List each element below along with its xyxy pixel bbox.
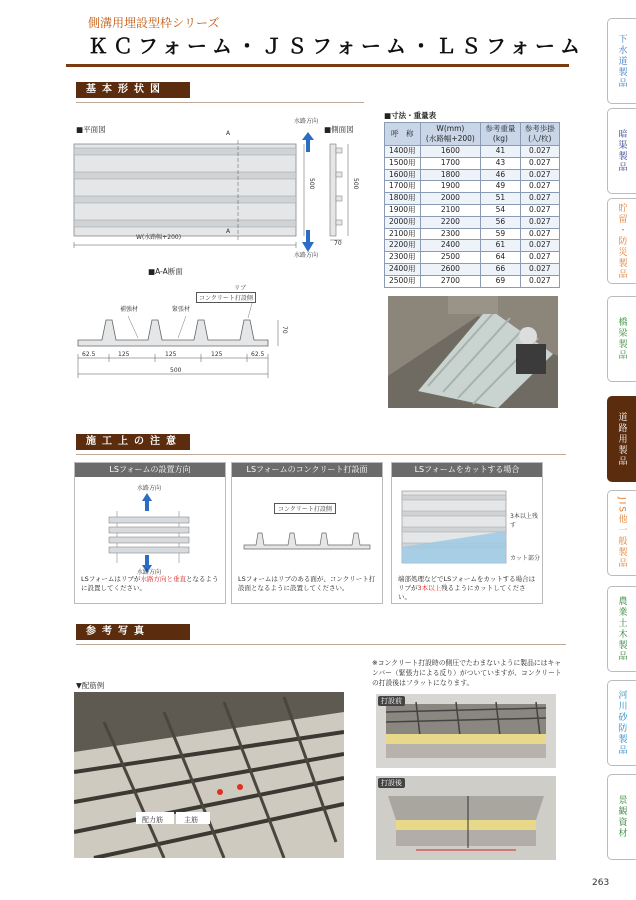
- note-panel-cutting: [391, 462, 543, 604]
- col-header-width: W(mm) (水路幅+200): [420, 123, 481, 146]
- table-cell: 1500用: [385, 157, 421, 169]
- section-construction-notes: 施工上の注意: [76, 434, 190, 450]
- col-header-weight: 参考重量 (kg): [481, 123, 520, 146]
- table-cell: 0.027: [520, 240, 559, 252]
- tab-7[interactable]: 河川砂防製品: [607, 680, 636, 766]
- col-header-name: 呼 称: [385, 123, 421, 146]
- concrete-side-label: コンクリート打設側: [196, 292, 256, 303]
- panel-title: LSフォームのコンクリート打設面: [232, 463, 382, 477]
- tab-3[interactable]: 橋梁製品: [607, 296, 636, 382]
- tab-8[interactable]: 景観資材: [607, 774, 636, 860]
- dim-62-left: 62.5: [82, 351, 96, 358]
- page-number: 263: [592, 878, 610, 888]
- dim-500-plan: 500: [308, 178, 315, 190]
- after-photo: [376, 776, 556, 860]
- table-cell: 2100用: [385, 228, 421, 240]
- table-cell: 2400用: [385, 263, 421, 275]
- dim-125-3: 125: [211, 351, 223, 358]
- section-line: [76, 102, 364, 103]
- after-tag: 打設後: [378, 778, 405, 788]
- table-cell: 1600: [420, 146, 481, 158]
- table-cell: 0.027: [520, 275, 559, 287]
- direction-drawing: [99, 493, 199, 573]
- dim-125-2: 125: [165, 351, 177, 358]
- table-cell: 0.027: [520, 157, 559, 169]
- table-row: [385, 181, 560, 193]
- section-line: [76, 454, 566, 455]
- flow-dir-panel-top: 水路方向: [137, 485, 162, 492]
- spec-table-caption: ■寸法・重量表: [384, 111, 437, 120]
- table-cell: 1900: [420, 181, 481, 193]
- table-cell: 2300: [420, 228, 481, 240]
- table-cell: 2500: [420, 252, 481, 264]
- plan-label: ■平面図: [76, 125, 106, 134]
- dim-70-side: 70: [334, 240, 342, 247]
- table-cell: 1600用: [385, 169, 421, 181]
- table-row: [385, 193, 560, 205]
- table-row: [385, 216, 560, 228]
- table-cell: 0.027: [520, 193, 559, 205]
- table-cell: 2000用: [385, 216, 421, 228]
- camber-note: ※コンクリート打設時の側圧でたわまないように製品にはキャンバー（緊張力による反り）がついていますが、コンクリートの打設後はフラットになります。: [372, 659, 562, 687]
- section-line: [76, 644, 566, 645]
- table-cell: 0.027: [520, 204, 559, 216]
- table-cell: 1700用: [385, 181, 421, 193]
- table-cell: 1700: [420, 157, 481, 169]
- section-reference-photos: 参考写真: [76, 624, 190, 640]
- table-cell: 61: [481, 240, 520, 252]
- section-basic-shape: 基本形状図: [76, 82, 190, 98]
- table-cell: 2100: [420, 204, 481, 216]
- flow-dir-bottom: 水路方向: [294, 252, 319, 259]
- tab-2[interactable]: 貯留・防災製品: [607, 198, 636, 284]
- table-cell: 56: [481, 216, 520, 228]
- table-cell: 0.027: [520, 181, 559, 193]
- tab-1[interactable]: 暗渠製品: [607, 108, 636, 194]
- table-cell: 0.027: [520, 263, 559, 275]
- rib-label: リブ: [234, 285, 247, 292]
- table-cell: 1900用: [385, 204, 421, 216]
- table-cell: 0.027: [520, 252, 559, 264]
- site-photo: [388, 296, 558, 408]
- table-cell: 1800: [420, 169, 481, 181]
- col-header-labor: 参考歩掛 (人/枚): [520, 123, 559, 146]
- note-panel-direction: [74, 462, 226, 604]
- reinforce-label: 補強材: [120, 306, 139, 313]
- table-row: [385, 169, 560, 181]
- table-cell: 2500用: [385, 275, 421, 287]
- dim-500-side: 500: [352, 178, 359, 190]
- aa-label: ■A-A断面: [148, 267, 183, 276]
- before-tag: 打設前: [378, 696, 405, 706]
- width-label: W(水路幅+200): [136, 234, 182, 241]
- panel1-text: LSフォームはリブが水路方向と垂直となるように設置してください。: [81, 575, 219, 592]
- table-row: [385, 263, 560, 275]
- table-cell: 0.027: [520, 216, 559, 228]
- cut-part-label: カット部分: [510, 555, 540, 562]
- table-cell: 1400用: [385, 146, 421, 158]
- panel-title: LSフォームをカットする場合: [392, 463, 542, 477]
- table-cell: 2200用: [385, 240, 421, 252]
- table-row: [385, 146, 560, 158]
- table-row: [385, 228, 560, 240]
- tension-label: 緊張材: [172, 306, 191, 313]
- plan-view-drawing: [68, 112, 368, 262]
- dim-70-section: 70: [281, 326, 288, 334]
- page-title: ＫＣフォーム・ＪＳフォーム・ＬＳフォーム: [88, 34, 585, 58]
- table-cell: 2700: [420, 275, 481, 287]
- tab-6[interactable]: 農業土木製品: [607, 586, 636, 672]
- table-cell: 51: [481, 193, 520, 205]
- title-rule: [66, 64, 569, 67]
- table-cell: 0.027: [520, 146, 559, 158]
- table-cell: 54: [481, 204, 520, 216]
- concrete-side-box: コンクリート打設側: [274, 503, 336, 514]
- table-row: [385, 240, 560, 252]
- series-subtitle: 側溝用埋設型枠シリーズ: [88, 16, 220, 30]
- rib-profile-drawing: [240, 521, 374, 561]
- table-cell: 43: [481, 157, 520, 169]
- note-panel-concrete-side: [231, 462, 383, 604]
- table-cell: 0.027: [520, 228, 559, 240]
- table-row: [385, 252, 560, 264]
- table-cell: 2300用: [385, 252, 421, 264]
- flow-dir-top: 水路方向: [294, 118, 319, 125]
- table-cell: 49: [481, 181, 520, 193]
- table-cell: 1800用: [385, 193, 421, 205]
- table-cell: 59: [481, 228, 520, 240]
- tab-0[interactable]: 下水道製品: [607, 18, 636, 104]
- table-cell: 64: [481, 252, 520, 264]
- before-photo: [376, 694, 556, 768]
- dim-total: 500: [170, 367, 182, 374]
- table-cell: 2200: [420, 216, 481, 228]
- rebar-caption: ▼配筋例: [76, 681, 105, 690]
- side-label: ■側面図: [324, 125, 354, 134]
- a-mark-top: A: [226, 130, 231, 137]
- a-mark-bottom: A: [226, 228, 231, 235]
- flow-dir-panel-bottom: 水路方向: [137, 569, 162, 576]
- table-cell: 66: [481, 263, 520, 275]
- panel-title: LSフォームの設置方向: [75, 463, 225, 477]
- table-cell: 2000: [420, 193, 481, 205]
- tab-4[interactable]: 道路用製品: [607, 396, 636, 482]
- table-row: [385, 275, 560, 287]
- rebar-photo: [74, 692, 344, 858]
- label-distribution-bar: 配力筋: [142, 816, 163, 824]
- table-row: [385, 157, 560, 169]
- keep-ribs-label: 3本以上残す: [510, 513, 538, 529]
- table-cell: 41: [481, 146, 520, 158]
- table-cell: 2600: [420, 263, 481, 275]
- label-main-bar: 主筋: [184, 816, 198, 824]
- dim-125-1: 125: [118, 351, 130, 358]
- panel3-text: 端部処理などでLSフォームをカットする場合はリブが3本以上残るようにカットしてください。: [398, 575, 536, 601]
- table-cell: 46: [481, 169, 520, 181]
- table-cell: 69: [481, 275, 520, 287]
- dim-62-right: 62.5: [251, 351, 265, 358]
- spec-table: [384, 122, 560, 288]
- table-cell: 2400: [420, 240, 481, 252]
- panel2-text: LSフォームはリブのある面が、コンクリート打設面となるように設置してください。: [238, 575, 376, 592]
- table-row: [385, 204, 560, 216]
- tab-5[interactable]: JIS他一般製品: [607, 490, 636, 576]
- cutting-drawing: [400, 487, 510, 567]
- table-cell: 0.027: [520, 169, 559, 181]
